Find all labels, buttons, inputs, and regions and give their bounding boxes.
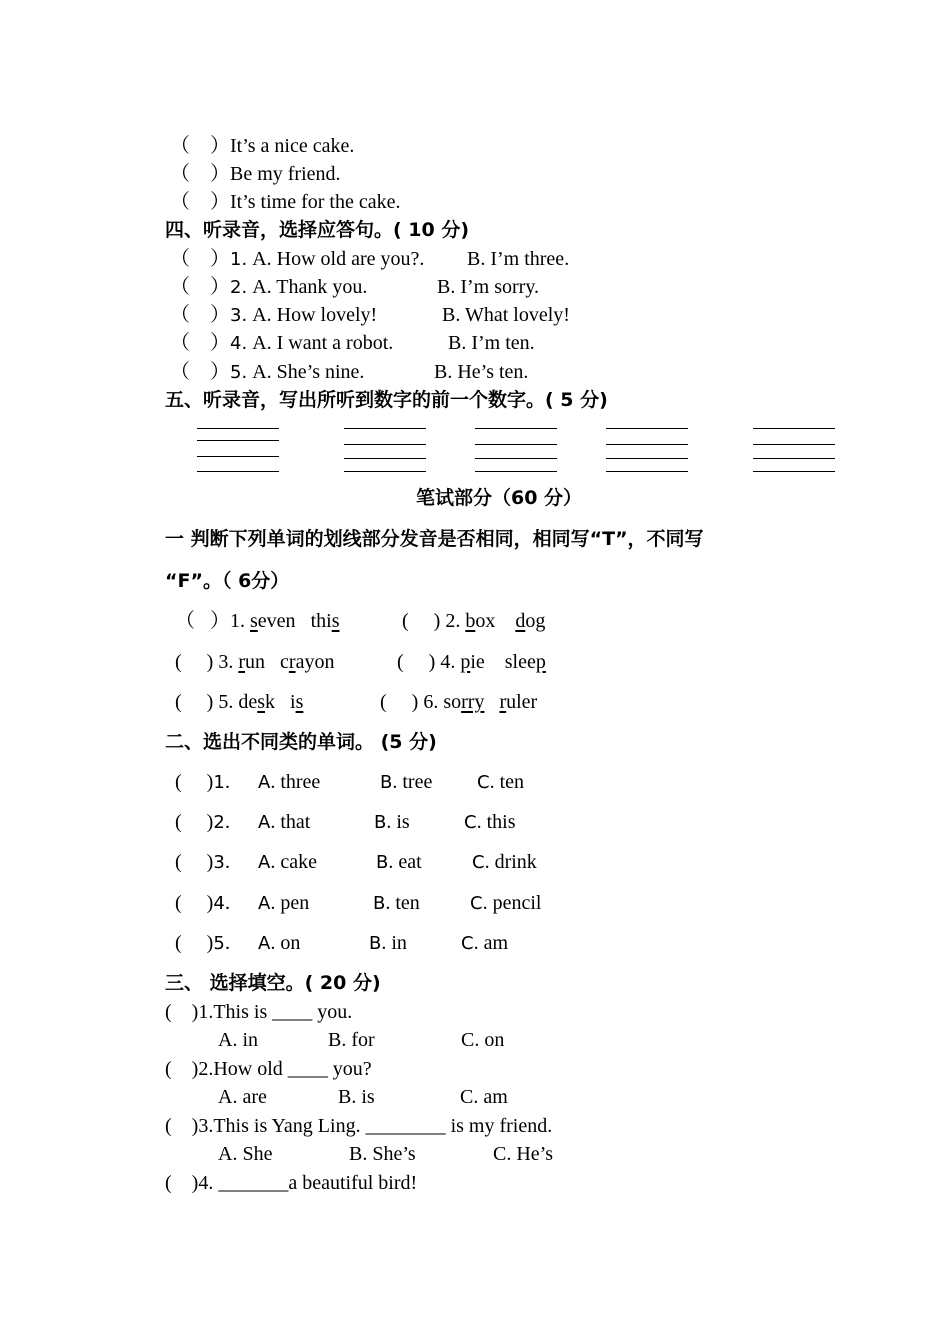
sec4-title: 四、听录音，选择应答句。( 10 分) (165, 219, 470, 241)
blank-line (753, 471, 835, 472)
blank-line (475, 444, 557, 445)
blank-line (344, 458, 426, 459)
s2-item-1: ( )1． A. three B. tree C. ten (175, 771, 525, 793)
s1-title-line2: “F”。（ 6分） (165, 570, 290, 592)
sec4-item-4: （ ）4. A. I want a robot. B. I’m ten. (170, 332, 535, 354)
sec4-item-5: （ ）5. A. She’s nine. B. He’s ten. (170, 361, 529, 383)
blank-line (475, 471, 557, 472)
blank-line (606, 428, 688, 429)
s3-options-1: A. in B. for C. on (218, 1029, 505, 1051)
blank-line (344, 471, 426, 472)
s3-options-2: A. are B. is C. am (218, 1086, 508, 1108)
sec4-item-1: （ ）1. A. How old are you?. B. I’m three. (170, 248, 570, 270)
s1-title-line1: 一 判断下列单词的划线部分发音是否相同，相同写“T”，不同写 (165, 528, 704, 550)
sec5-title: 五、听录音，写出所听到数字的前一个数字。( 5 分) (165, 389, 608, 411)
s1-item-4: ( ) 4. pie sleep (397, 651, 546, 673)
s2-title: 二、选出不同类的单词。 (5 分) (165, 731, 437, 753)
blank-line (197, 471, 279, 472)
s1-item-2: ( ) 2. box dog (402, 610, 546, 632)
blank-line (606, 471, 688, 472)
blank-line (475, 458, 557, 459)
cont-text: It’s time for the cake. (230, 191, 401, 213)
sec4-item-3: （ ）3. A. How lovely! B. What lovely! (170, 304, 570, 326)
s3-question-3: ( )3.This is Yang Ling. ________ is my friend. (165, 1115, 553, 1137)
s2-item-3: ( )3． A. cake B. eat C. drink (175, 851, 537, 873)
sec4-item-2: （ ）2. A. Thank you. B. I’m sorry. (170, 276, 540, 298)
blank-line (753, 428, 835, 429)
blank-line (197, 440, 279, 441)
cont-line-1: （ ）It’s a nice cake. (170, 135, 355, 157)
cont-line-3: （ ）It’s time for the cake. (170, 191, 401, 213)
cont-line-2: （ ）Be my friend. (170, 163, 341, 185)
cont-text: It’s a nice cake. (230, 135, 355, 157)
s1-item-3: ( ) 3. run crayon (175, 651, 335, 673)
s1-item-1: （ ）1. seven this (175, 610, 340, 632)
blank-line (197, 428, 279, 429)
s3-title: 三、 选择填空。( 20 分) (165, 972, 381, 994)
blank-line (753, 444, 835, 445)
s3-question-2: ( )2.How old ____ you? (165, 1058, 372, 1080)
s3-question-4: ( )4. _______a beautiful bird! (165, 1172, 418, 1194)
cont-text: Be my friend. (230, 163, 341, 185)
blank-line (197, 456, 279, 457)
written-title: 笔试部分（60 分） (416, 487, 583, 509)
s3-question-1: ( )1.This is ____ you. (165, 1001, 353, 1023)
s3-options-3: A. She B. She’s C. He’s (218, 1143, 553, 1165)
s2-item-4: ( )4． A. pen B. ten C. pencil (175, 892, 542, 914)
blank-line (606, 444, 688, 445)
s1-item-6: ( ) 6. sorry ruler (380, 691, 538, 713)
blank-line (475, 428, 557, 429)
blank-line (606, 458, 688, 459)
s1-item-5: ( ) 5. desk is (175, 691, 304, 713)
blank-line (344, 428, 426, 429)
s2-item-5: ( )5． A. on B. in C. am (175, 932, 509, 954)
s2-item-2: ( )2． A. that B. is C. this (175, 811, 516, 833)
blank-line (753, 458, 835, 459)
blank-line (344, 444, 426, 445)
